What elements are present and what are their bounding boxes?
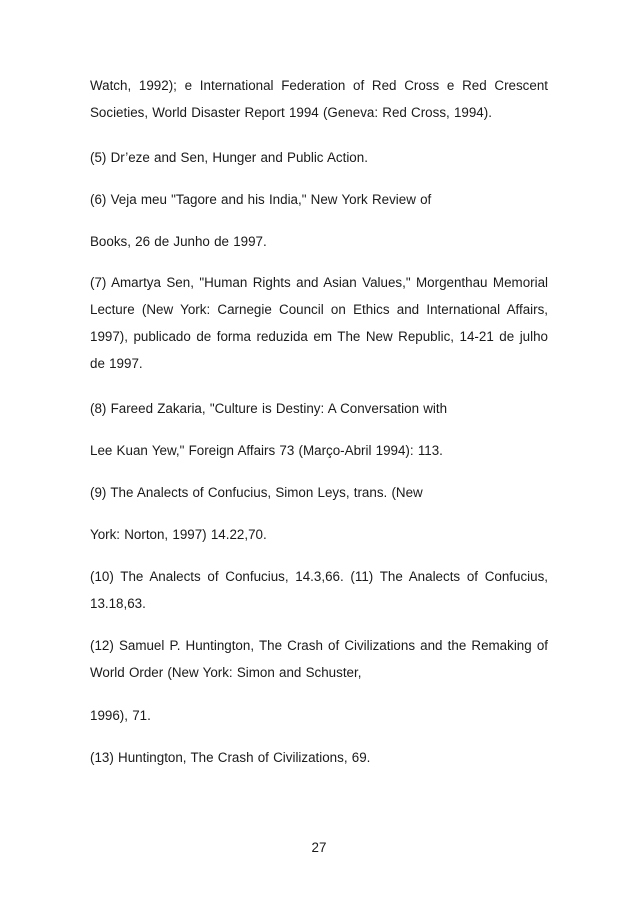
text-line: (8) Fareed Zakaria, "Culture is Destiny: A Conversation with xyxy=(90,401,448,416)
text-line: de 1997. xyxy=(90,356,143,371)
footnote-6-continued xyxy=(90,228,548,255)
text-line: (7) Amartya Sen, "Human Rights and Asian Values," Morgenthau Memorial xyxy=(90,275,548,290)
footnote-9 xyxy=(90,479,548,506)
text-line: (5) Dr’eze and Sen, Hunger and Public Action. xyxy=(90,150,368,165)
footnote-10-11 xyxy=(90,563,548,617)
text-line: York: Norton, 1997) 14.22,70. xyxy=(90,527,267,542)
footnote-8-continued xyxy=(90,437,548,464)
footnote-block-1 xyxy=(90,72,548,126)
text-line: World Order (New York: Simon and Schuster, xyxy=(90,665,362,680)
page-number: 27 xyxy=(311,840,327,855)
text-line: 1997), publicado de forma reduzida em The New Republic, 14-21 de julho xyxy=(90,329,548,344)
text-line: (10) The Analects of Confucius, 14.3,66. (11) The Analects of Confucius, xyxy=(90,569,548,584)
text-line: Lee Kuan Yew," Foreign Affairs 73 (Março-Abril 1994): 113. xyxy=(90,443,443,458)
text-line: Lecture (New York: Carnegie Council on Ethics and International Affairs, xyxy=(90,302,548,317)
text-line: 13.18,63. xyxy=(90,596,146,611)
text-line: (12) Samuel P. Huntington, The Crash of Civilizations and the Remaking of xyxy=(90,638,548,653)
footnote-6 xyxy=(90,186,548,213)
text-line: Books, 26 de Junho de 1997. xyxy=(90,234,267,249)
footnote-9-continued xyxy=(90,521,548,548)
text-line: Societies, World Disaster Report 1994 (Geneva: Red Cross, 1994). xyxy=(90,105,492,120)
footnote-12 xyxy=(90,632,548,686)
footnote-12-continued xyxy=(90,702,548,729)
text-line: 1996), 71. xyxy=(90,708,151,723)
text-line: Watch, 1992); e International Federation of Red Cross e Red Crescent xyxy=(90,78,548,93)
footnote-8 xyxy=(90,395,548,422)
footnote-7 xyxy=(90,269,548,377)
text-line: (13) Huntington, The Crash of Civilizations, 69. xyxy=(90,750,371,765)
footnote-5 xyxy=(90,144,548,171)
text-line: (9) The Analects of Confucius, Simon Leys, trans. (New xyxy=(90,485,423,500)
text-line: (6) Veja meu "Tagore and his India," New York Review of xyxy=(90,192,432,207)
footnote-13 xyxy=(90,744,548,771)
